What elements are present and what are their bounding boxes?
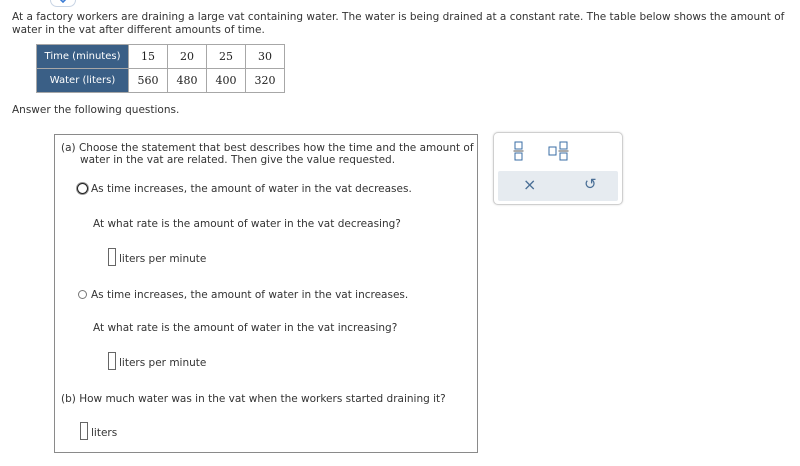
toolbar-action-bar	[498, 171, 618, 201]
table-cell: 400	[207, 69, 246, 93]
answer-instructions: Answer the following questions.	[12, 104, 180, 116]
option-decreases-radio[interactable]	[77, 183, 88, 194]
undo-icon[interactable]: ↺	[584, 175, 597, 193]
fraction-button[interactable]	[513, 141, 525, 164]
table-cell: 480	[168, 69, 207, 93]
table-cell: 15	[129, 45, 168, 69]
option-increases-label[interactable]: As time increases, the amount of water in the vat increases.	[91, 289, 409, 301]
row-header-time: Time (minutes)	[37, 45, 129, 69]
option-increases-radio[interactable]	[78, 290, 87, 299]
table-cell: 320	[246, 69, 285, 93]
question-box	[54, 134, 478, 453]
problem-intro: At a factory workers are draining a large vat containing water. The water is being drained at a constant rate. The table below shows the amount of water in the vat after different amounts of time.	[12, 11, 785, 36]
collapse-toggle[interactable]	[50, 0, 76, 7]
fraction-icon	[513, 141, 525, 161]
decrease-rate-unit: liters per minute	[119, 253, 207, 265]
decrease-rate-input[interactable]	[108, 248, 116, 266]
option-decreases-label[interactable]: As time increases, the amount of water in the vat decreases.	[91, 183, 412, 195]
initial-water-input[interactable]	[80, 422, 88, 440]
increase-rate-unit: liters per minute	[119, 357, 207, 369]
table-cell: 30	[246, 45, 285, 69]
data-table	[36, 44, 285, 93]
mixed-number-icon	[548, 141, 570, 161]
increase-rate-input[interactable]	[108, 352, 116, 370]
row-header-water: Water (liters)	[37, 69, 129, 93]
table-row	[37, 45, 285, 69]
initial-water-unit: liters	[91, 427, 118, 439]
chevron-down-icon	[58, 0, 68, 3]
mixed-number-button[interactable]	[548, 141, 570, 164]
clear-icon[interactable]: ×	[523, 175, 537, 194]
table-cell: 20	[168, 45, 207, 69]
increase-rate-question: At what rate is the amount of water in the vat increasing?	[93, 322, 398, 334]
decrease-rate-question: At what rate is the amount of water in the vat decreasing?	[93, 218, 401, 230]
part-a-question-line2: water in the vat are related. Then give the value requested.	[80, 154, 396, 166]
table-cell: 560	[129, 69, 168, 93]
table-cell: 25	[207, 45, 246, 69]
table-row	[37, 69, 285, 93]
math-toolbar	[493, 132, 623, 205]
part-b-question: (b) How much water was in the vat when the workers started draining it?	[61, 393, 446, 405]
part-a-question-line1: (a) Choose the statement that best describes how the time and the amount of	[61, 142, 474, 154]
